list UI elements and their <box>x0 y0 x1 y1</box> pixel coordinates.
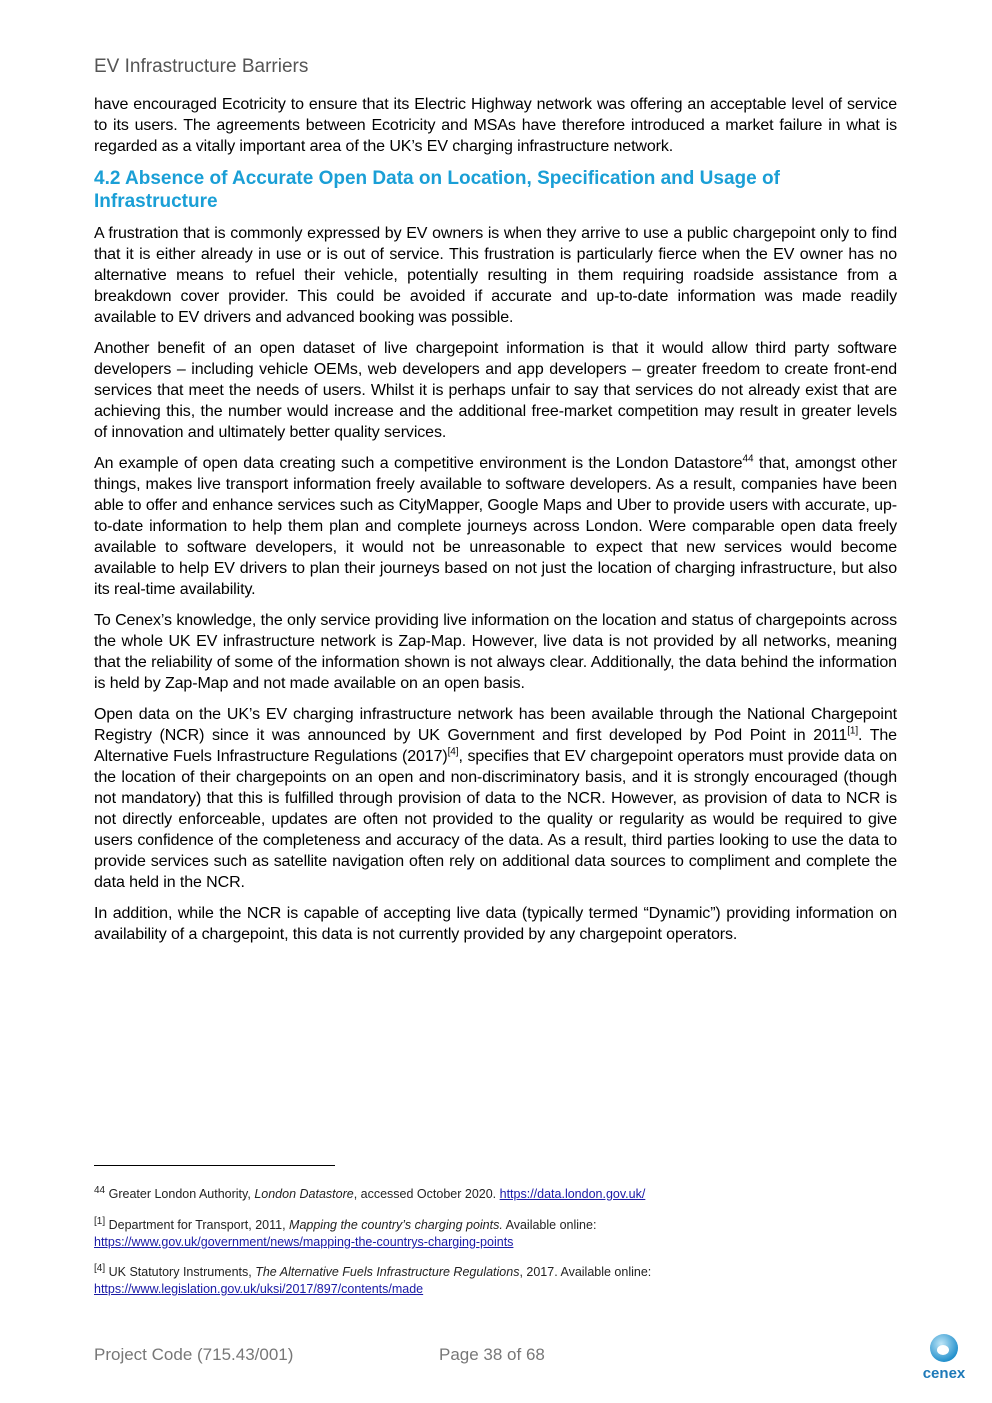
footnote-ref[interactable]: 44 <box>742 453 754 465</box>
section-heading: 4.2 Absence of Accurate Open Data on Location, Specification and Usage of Infrastructure <box>94 168 780 212</box>
footnote-link[interactable]: https://data.london.gov.uk/ <box>499 1187 646 1201</box>
footnote-link[interactable]: https://www.gov.uk/government/news/mapping-the-countrys-charging-points <box>94 1235 514 1249</box>
paragraph <box>94 704 897 893</box>
footnote-divider <box>94 1165 335 1166</box>
paragraph: A frustration that is commonly expressed by EV owners is when they arrive to use a public chargepoint only to find that it is either already in use or is out of service. This frustration is particularly fierce when the EV owner has no alternative means to refuel their vehicle, potentially resulting in them requiring roadside assistance from a breakdown cover provider. This could be avoided if accurate and up-to-date information was made readily available to EV drivers and advanced booking was possible. <box>94 225 897 326</box>
page-number: Page 38 of 68 <box>439 1345 545 1364</box>
running-header: EV Infrastructure Barriers <box>94 56 309 77</box>
cenex-logo-icon <box>916 1332 972 1382</box>
text: , specifies that EV chargepoint operators must provide data on the location of their chargepoints on an open and non-discriminatory basis, and it is strongly encouraged (though not mandatory) that this is fulfilled through provision of data to the NCR. However, as provision of data to NCR is not directly enforceable, updates are often not provided to the quality or regularity as would be required to give users confidence of the completeness and accuracy of the data. As a result, third parties looking to use the data to provide services such as satellite navigation often rely on additional data sources to compliment and complete the data held in the NCR. <box>94 748 897 891</box>
paragraph <box>94 453 897 600</box>
text: that, amongst other things, makes live transport information freely available to software developers. As a result, companies have been able to offer and enhance services such as CityMapper, Google Maps and Uber to provide users with accurate, up-to-date information to help them plan and complete journeys across London. Were comparable open data freely available to software developers, it would not be unreasonable to expect that new services would become available to help EV drivers to plan their journeys based on not just the location of charging infrastructure, but also its real-time availability. <box>94 455 898 598</box>
text: . The Alternative Fuels Infrastructure Regulations (2017) <box>94 727 897 765</box>
footnote-mark: 44 <box>94 1184 106 1196</box>
paragraph: have encouraged Ecotricity to ensure that its Electric Highway network was offering an acceptable level of service to its users. The agreements between Ecotricity and MSAs have therefore introduced a market failure in what is regarded as a vitally important area of the UK’s EV charging infrastructure network. <box>94 96 897 155</box>
paragraph: Another benefit of an open dataset of live chargepoint information is that it would allow third party software developers – including vehicle OEMs, web developers and app developers – greater freedom to create front-end services that meet the needs of users. Whilst it is perhaps unfair to say that services do not already exist that are achieving this, the number would increase and the additional free-market competition may result in greater levels of innovation and ultimately better quality services. <box>94 340 897 441</box>
footnote <box>94 1217 894 1251</box>
footnote-mark: [1] <box>94 1215 106 1227</box>
text: An example of open data creating such a competitive environment is the London Datastore <box>94 455 743 472</box>
text: Available online: <box>502 1218 597 1232</box>
text: Greater London Authority, <box>108 1187 255 1201</box>
text: Mapping the country’s charging points. <box>289 1218 503 1232</box>
footnote <box>94 1186 894 1203</box>
text: London Datastore <box>254 1187 354 1201</box>
text: Department for Transport, 2011, <box>108 1218 290 1232</box>
text: , accessed October 2020. <box>353 1187 500 1201</box>
paragraph: To Cenex’s knowledge, the only service providing live information on the location and status of chargepoints across the whole UK EV infrastructure network is Zap-Map. However, live data is not provided by all networks, meaning that the reliability of some of the information shown is not always clear. Additionally, the data behind the information is held by Zap-Map and not made available on an open basis. <box>94 612 897 692</box>
text: UK Statutory Instruments, <box>108 1265 256 1279</box>
body-text <box>94 94 897 955</box>
text: Open data on the UK’s EV charging infrastructure network has been available through the National Chargepoint Registry (NCR) since it was announced by UK Government and first developed by Pod Point in 2011 <box>94 706 897 744</box>
footnote-mark: [4] <box>94 1262 106 1274</box>
footnote-ref[interactable]: [4] <box>447 746 459 758</box>
footnote-ref[interactable]: [1] <box>847 725 859 737</box>
paragraph: In addition, while the NCR is capable of accepting live data (typically termed “Dynamic”) providing information on availability of a chargepoint, this data is not currently provided by any chargepoint operators. <box>94 905 897 943</box>
svg-text:cenex: cenex <box>922 1365 966 1382</box>
project-code: Project Code (715.43/001) <box>94 1345 294 1364</box>
cenex-logo <box>916 1332 972 1382</box>
footnote <box>94 1264 894 1298</box>
text: The Alternative Fuels Infrastructure Regulations <box>255 1265 520 1279</box>
text: , 2017. Available online: <box>519 1265 652 1279</box>
footnote-link[interactable]: https://www.legislation.gov.uk/uksi/2017/897/contents/made <box>94 1282 424 1296</box>
